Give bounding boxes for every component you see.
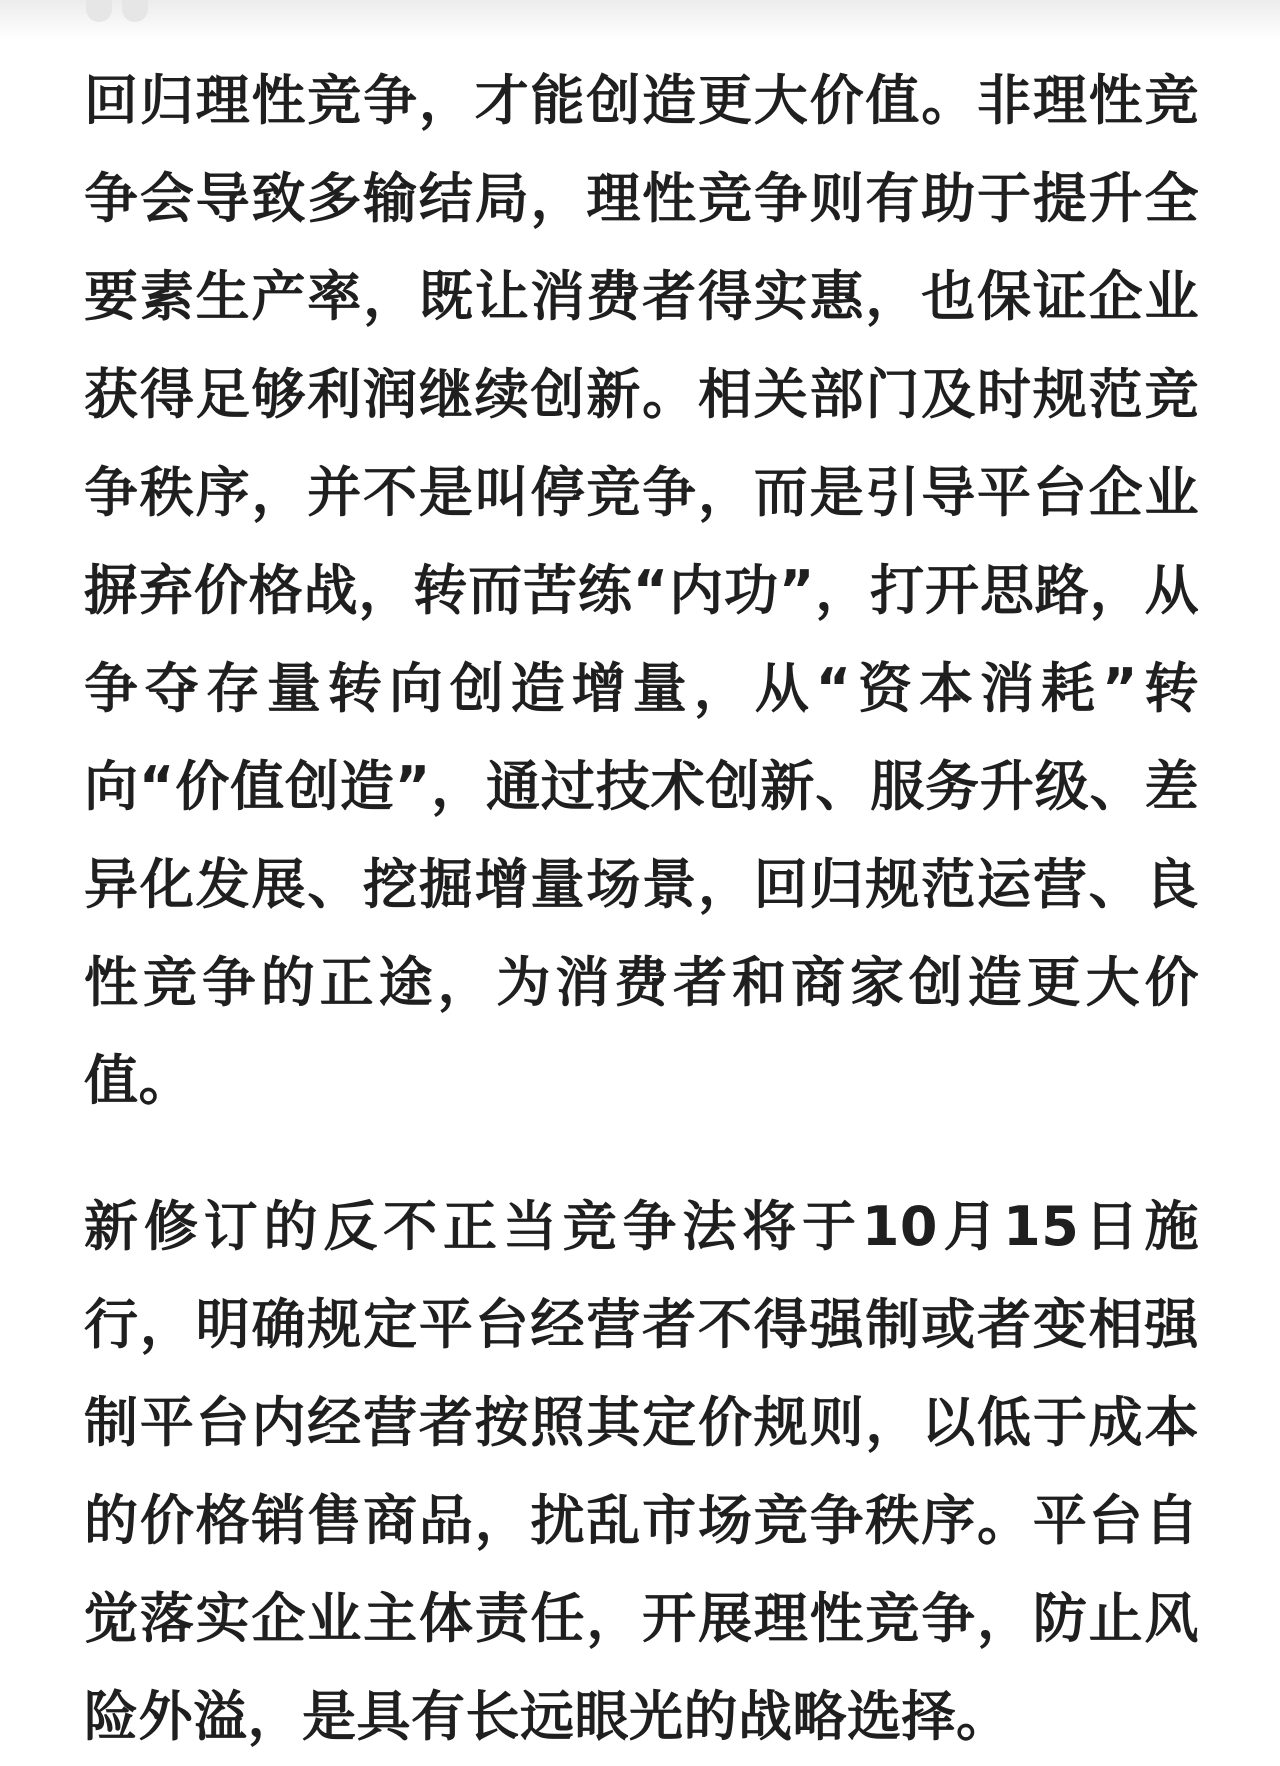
top-indicator	[86, 0, 148, 22]
article-body	[84, 52, 1199, 1766]
indicator-dot	[86, 0, 112, 22]
indicator-dot	[122, 0, 148, 22]
paragraph: 新修订的反不正当竞争法将于10月15日施行，明确规定平台经营者不得强制或者变相强制平台内经营者按照其定价规则，以低于成本的价格销售商品，扰乱市场竞争秩序。平台自觉落实企业主体责任，开展理性竞争，防止风险外溢，是具有长远眼光的战略选择。	[84, 1195, 1199, 1748]
top-fade	[0, 0, 1280, 40]
paragraph: 回归理性竞争，才能创造更大价值。非理性竞争会导致多输结局，理性竞争则有助于提升全要素生产率，既让消费者得实惠，也保证企业获得足够利润继续创新。相关部门及时规范竞争秩序，并不是叫停竞争，而是引导平台企业摒弃价格战，转而苦练“内功”，打开思路，从争夺存量转向创造增量，从“资本消耗”转向“价值创造”，通过技术创新、服务升级、差异化发展、挖掘增量场景，回归规范运营、良性竞争的正途，为消费者和商家创造更大价值。	[84, 69, 1199, 1112]
